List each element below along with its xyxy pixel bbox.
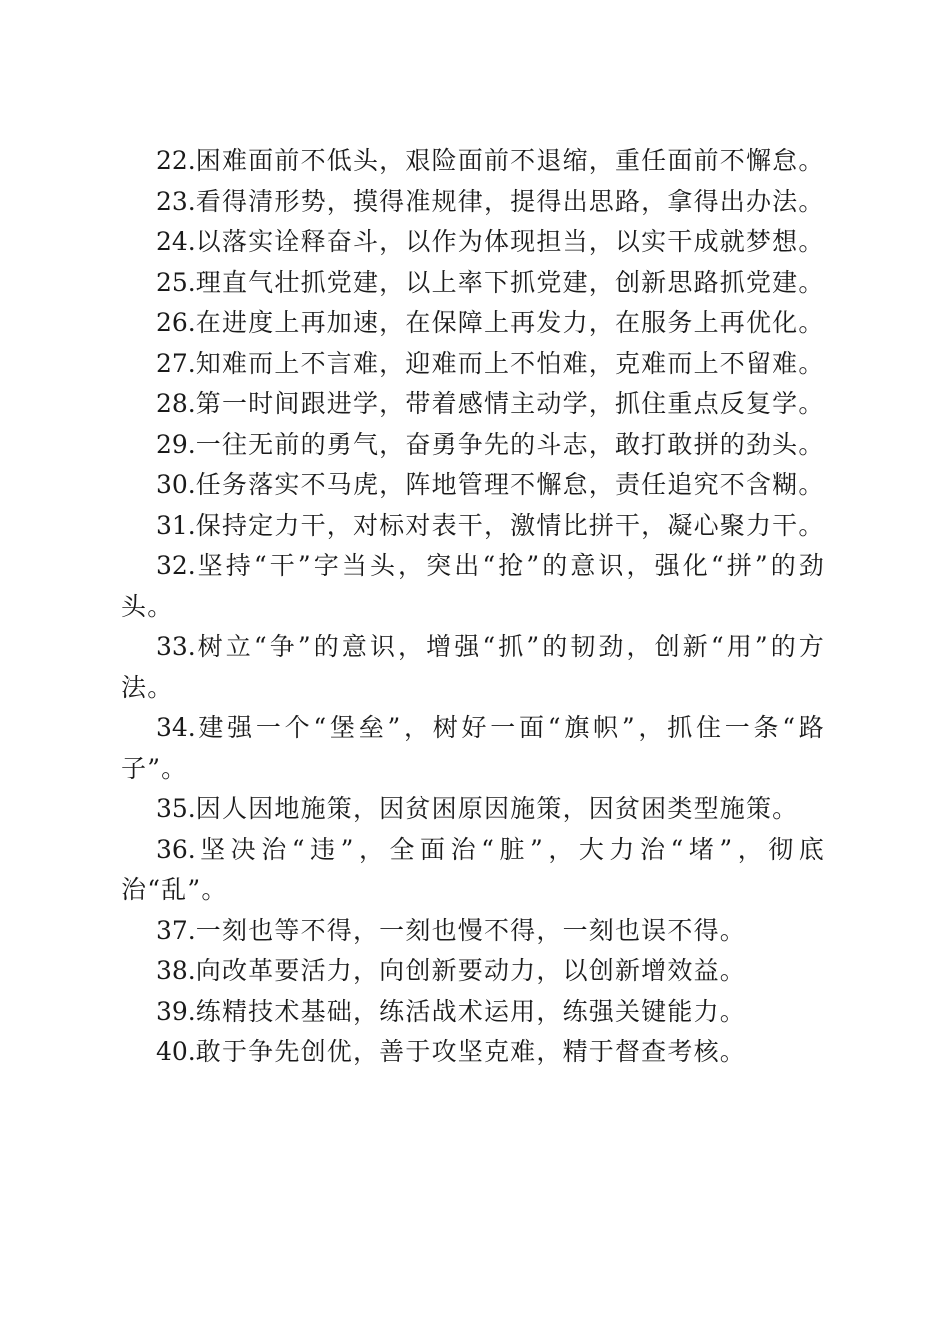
item-text: 理直气壮抓党建，以上率下抓党建，创新思路抓党建。 xyxy=(195,267,825,297)
item-text: 任务落实不马虎，阵地管理不懈怠，责任追究不含糊。 xyxy=(195,470,825,499)
list-item xyxy=(121,222,825,263)
item-text: 因人因地施策，因贫困原因施策，因贫困类型施策。 xyxy=(195,794,799,823)
list-item xyxy=(121,465,825,506)
item-number: 31. xyxy=(156,510,196,540)
item-number: 30. xyxy=(156,470,196,499)
item-number: 24. xyxy=(156,227,196,256)
list-item xyxy=(121,182,825,223)
item-text: 困难面前不低头，艰险面前不退缩，重任面前不懈怠。 xyxy=(195,146,825,175)
list-item xyxy=(121,344,825,385)
item-number: 33. xyxy=(156,632,196,661)
item-number: 22. xyxy=(156,146,196,175)
item-number: 36. xyxy=(156,834,196,864)
item-number: 26. xyxy=(156,308,196,337)
item-text: 坚决治“违”，全面治“脏”，大力治“堵”，彻底治“乱”。 xyxy=(121,834,825,904)
list-item xyxy=(121,546,825,627)
item-text: 知难而上不言难，迎难而上不怕难，克难而上不留难。 xyxy=(195,348,825,378)
list-item xyxy=(121,263,825,304)
item-number: 27. xyxy=(156,348,196,378)
list-item xyxy=(121,506,825,547)
item-text: 坚持“干”字当头，突出“抢”的意识，强化“拼”的劲头。 xyxy=(121,551,825,621)
item-text: 看得清形势，摸得准规律，提得出思路，拿得出办法。 xyxy=(195,186,825,216)
list-item xyxy=(121,303,825,344)
item-number: 28. xyxy=(156,389,196,418)
item-text: 以落实诠释奋斗，以作为体现担当，以实干成就梦想。 xyxy=(195,227,825,256)
item-text: 练精技术基础，练活战术运用，练强关键能力。 xyxy=(195,996,746,1026)
slogan-list xyxy=(121,141,825,1073)
item-number: 35. xyxy=(156,794,196,823)
item-text: 建强一个“堡垒”，树好一面“旗帜”，抓住一条“路子”。 xyxy=(121,713,825,783)
item-number: 34. xyxy=(156,713,196,742)
list-item xyxy=(121,384,825,425)
list-item xyxy=(121,425,825,466)
item-text: 一刻也等不得，一刻也慢不得，一刻也误不得。 xyxy=(195,915,746,945)
item-text: 树立“争”的意识，增强“抓”的韧劲，创新“用”的方法。 xyxy=(121,632,825,702)
list-item xyxy=(121,627,825,708)
list-item xyxy=(121,1032,825,1073)
list-item xyxy=(121,141,825,182)
list-item xyxy=(121,911,825,952)
item-number: 38. xyxy=(156,956,196,985)
item-number: 40. xyxy=(156,1037,196,1066)
item-number: 25. xyxy=(156,267,196,297)
item-number: 23. xyxy=(156,186,196,216)
item-text: 一往无前的勇气，奋勇争先的斗志，敢打敢拼的劲头。 xyxy=(195,429,825,459)
item-number: 39. xyxy=(156,996,196,1026)
list-item xyxy=(121,992,825,1033)
item-text: 敢于争先创优，善于攻坚克难，精于督查考核。 xyxy=(195,1037,746,1066)
list-item xyxy=(121,951,825,992)
item-text: 向改革要活力，向创新要动力，以创新增效益。 xyxy=(195,956,746,985)
item-number: 29. xyxy=(156,429,196,459)
list-item xyxy=(121,789,825,830)
list-item xyxy=(121,830,825,911)
item-number: 32. xyxy=(156,551,196,580)
item-text: 保持定力干，对标对表干，激情比拼干，凝心聚力干。 xyxy=(195,510,825,540)
item-text: 第一时间跟进学，带着感情主动学，抓住重点反复学。 xyxy=(195,389,825,418)
list-item xyxy=(121,708,825,789)
item-text: 在进度上再加速，在保障上再发力，在服务上再优化。 xyxy=(195,308,825,337)
item-number: 37. xyxy=(156,915,196,945)
